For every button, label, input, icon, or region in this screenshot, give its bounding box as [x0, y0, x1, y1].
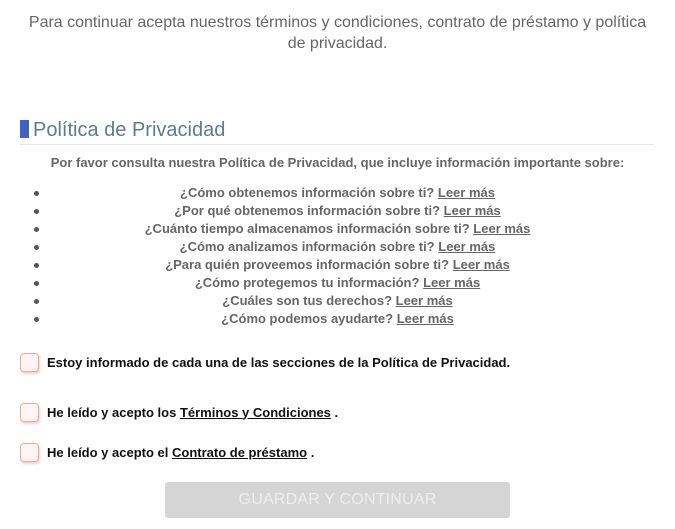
topic-text: ¿Por qué obtenemos información sobre ti?	[174, 203, 441, 218]
read-more-link[interactable]: Leer más	[437, 185, 495, 200]
privacy-lead-text: Por favor consulta nuestra Política de Privacidad, que incluye información importante sobre:	[50, 155, 625, 170]
privacy-topics-list	[0, 184, 675, 328]
bullet-icon	[34, 191, 39, 196]
section-title: Política de Privacidad	[33, 119, 226, 141]
topic-text: ¿Cómo protegemos tu información?	[194, 275, 420, 290]
list-item	[0, 256, 675, 274]
topic-text: ¿Cuáles son tus derechos?	[222, 293, 393, 308]
topic-text: ¿Cómo podemos ayudarte?	[221, 311, 394, 326]
topic-text: ¿Cómo obtenemos información sobre ti?	[180, 185, 435, 200]
intro-line-1: Para continuar acepta nuestros términos y condiciones, contrato de préstamo y política	[28, 14, 647, 31]
privacy-section-header	[20, 118, 654, 145]
intro-line-2: de privacidad.	[287, 35, 388, 52]
bullet-icon	[34, 263, 39, 268]
list-item	[0, 202, 675, 220]
terms-row	[20, 401, 338, 423]
list-item	[0, 310, 675, 328]
bullet-icon	[34, 281, 39, 286]
loan-label	[47, 445, 314, 460]
read-more-link[interactable]: Leer más	[395, 293, 453, 308]
privacy-ack-row	[20, 351, 510, 373]
read-more-link[interactable]: Leer más	[396, 311, 454, 326]
privacy-ack-label: Estoy informado de cada una de las secciones de la Política de Privacidad.	[47, 354, 511, 370]
intro-message	[0, 12, 675, 54]
terms-link[interactable]: Términos y Condiciones	[179, 404, 331, 420]
bullet-icon	[34, 245, 39, 250]
read-more-link[interactable]: Leer más	[452, 257, 510, 272]
list-item	[0, 184, 675, 202]
bullet-icon	[34, 299, 39, 304]
terms-suffix: .	[334, 404, 339, 420]
loan-suffix: .	[310, 444, 315, 460]
read-more-link[interactable]: Leer más	[443, 203, 501, 218]
bullet-icon	[34, 317, 39, 322]
save-continue-button[interactable]: GUARDAR Y CONTINUAR	[165, 482, 510, 518]
terms-checkbox[interactable]	[20, 403, 39, 422]
read-more-link[interactable]: Leer más	[473, 221, 531, 236]
terms-label	[47, 405, 338, 420]
bullet-icon	[34, 227, 39, 232]
list-item	[0, 292, 675, 310]
topic-text: ¿Cómo analizamos información sobre ti?	[179, 239, 435, 254]
privacy-ack-checkbox[interactable]	[20, 353, 39, 372]
read-more-link[interactable]: Leer más	[438, 239, 496, 254]
loan-prefix: He leído y acepto el	[47, 444, 172, 460]
list-item	[0, 274, 675, 292]
section-accent-bar	[20, 120, 29, 138]
loan-contract-checkbox[interactable]	[20, 443, 39, 462]
loan-row	[20, 441, 314, 463]
read-more-link[interactable]: Leer más	[423, 275, 481, 290]
topic-text: ¿Para quién proveemos información sobre ti?	[165, 257, 450, 272]
loan-contract-link[interactable]: Contrato de préstamo	[172, 444, 308, 460]
list-item	[0, 220, 675, 238]
bullet-icon	[34, 209, 39, 214]
list-item	[0, 238, 675, 256]
terms-prefix: He leído y acepto los	[47, 404, 180, 420]
topic-text: ¿Cuánto tiempo almacenamos información sobre ti?	[144, 221, 470, 236]
